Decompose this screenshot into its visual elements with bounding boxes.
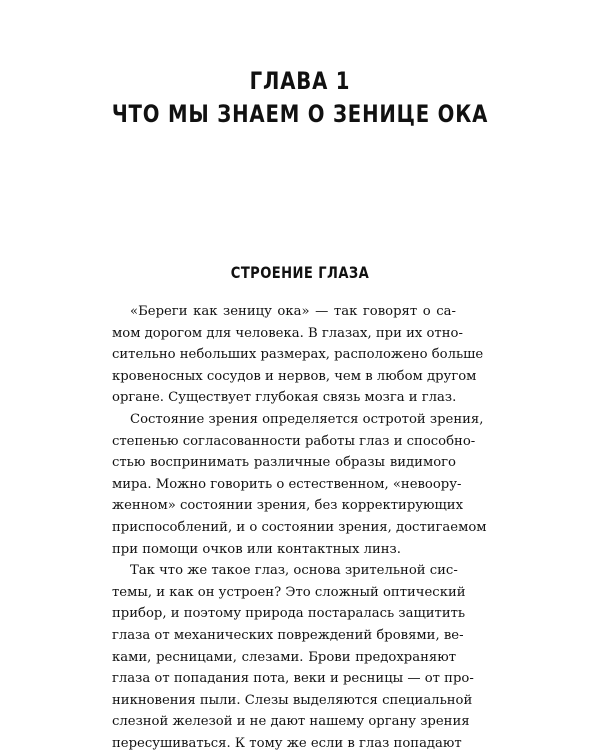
text-line: пересушиваться. К тому же если в глаз попадают [112, 735, 462, 751]
text-line: Так что же такое глаз, основа зрительной сис- [130, 563, 458, 579]
text-line: Состояние зрения определяется остротой зрения, [130, 411, 484, 427]
text-line: мира. Можно говорить о естественном, «невоору- [112, 476, 462, 492]
text-line: прибор, и поэтому природа постаралась защитить [112, 606, 466, 622]
text-line: «Береги как зеницу ока» — так говорят о са- [130, 304, 456, 319]
text-line: степенью согласованности работы глаз и способно- [112, 433, 476, 449]
text-line: приспособлений, и о состоянии зрения, достигаемом [112, 519, 487, 535]
text-line: стью воспринимать различные образы видимого [112, 455, 456, 471]
text-line: женном» состоянии зрения, без корректирующих [112, 498, 464, 514]
section-heading: СТРОЕНИЕ ГЛАЗА [230, 263, 370, 282]
text-line: глаза от механических повреждений бровями, ве- [112, 627, 464, 643]
body-text [112, 301, 487, 754]
text-line: темы, и как он устроен? Это сложный оптический [112, 584, 466, 600]
text-line: никновения пыли. Слезы выделяются специальной [112, 692, 473, 708]
text-line: ками, ресницами, слезами. Брови предохраняют [112, 649, 456, 665]
text-line: сительно небольших размерах, расположено больше [112, 347, 484, 363]
chapter-label: ГЛАВА 1 [249, 67, 351, 95]
text-line: мом дорогом для человека. В глазах, при их отно- [112, 325, 463, 341]
text-line: при помощи очков или контактных линз. [112, 541, 401, 557]
text-line: слезной железой и не дают нашему органу зрения [112, 714, 470, 730]
text-line: органе. Существует глубокая связь мозга и глаз. [112, 390, 457, 406]
text-line: глаза от попадания пота, веки и ресницы — от про- [112, 671, 474, 687]
chapter-title: ЧТО МЫ ЗНАЕМ О ЗЕНИЦЕ ОКА [111, 100, 489, 128]
text-line: кровеносных сосудов и нервов, чем в любом другом [112, 368, 477, 384]
